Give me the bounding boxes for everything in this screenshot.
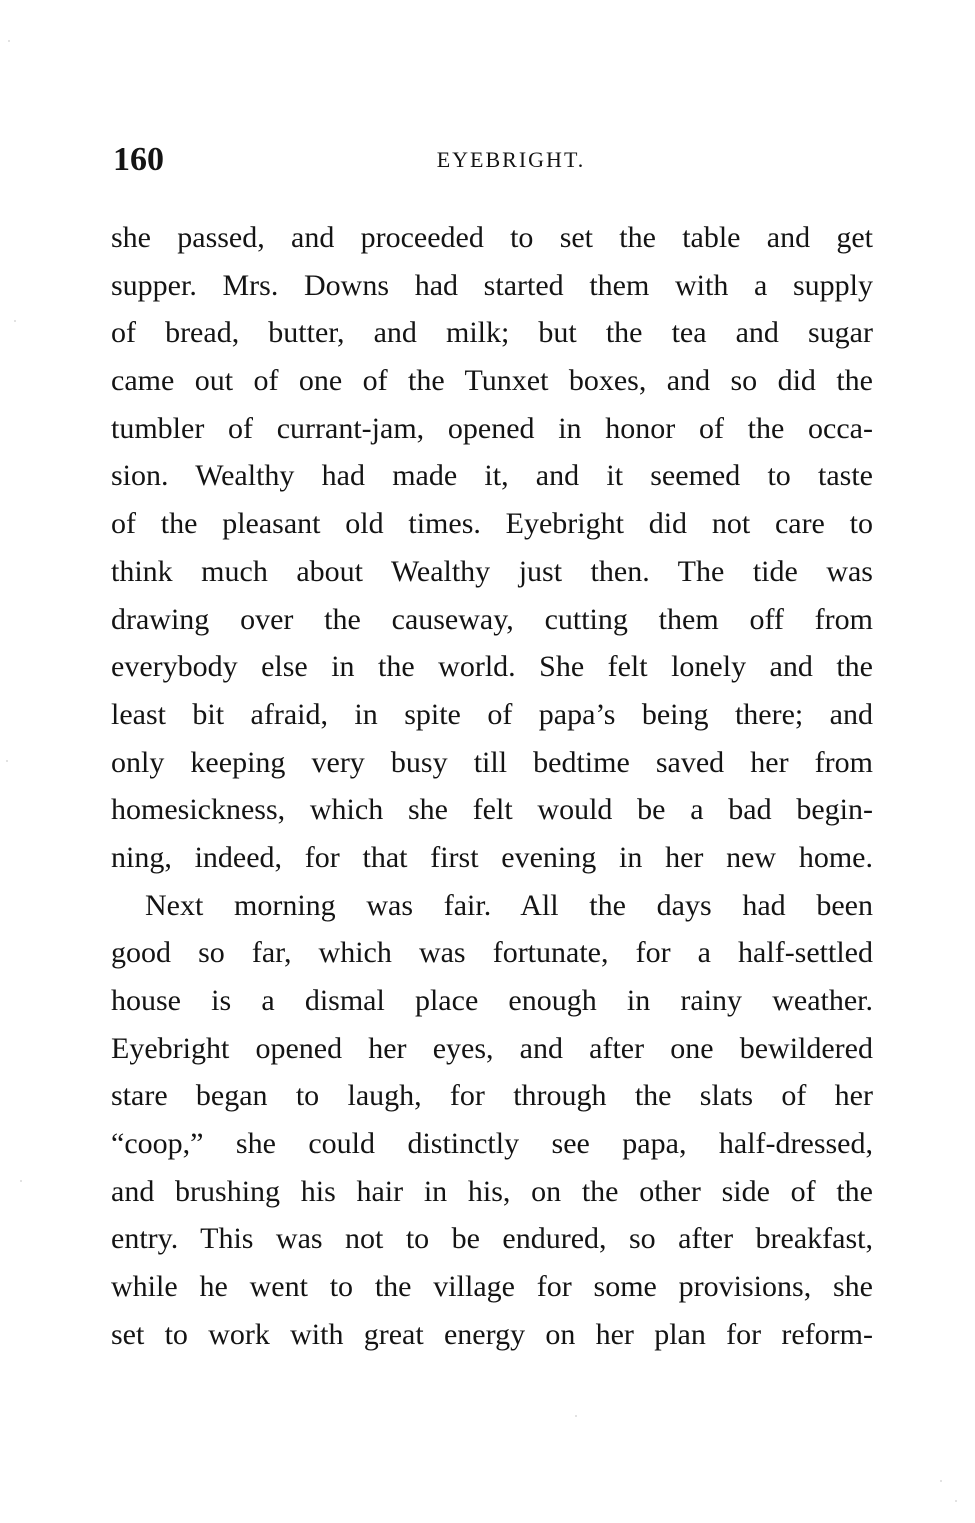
text-line: good so far, which was fortunate, for a half-settled: [111, 936, 873, 970]
text-line: set to work with great energy on her plan for reform-: [111, 1317, 873, 1351]
scan-speckle: [8, 40, 10, 42]
text-line: everybody else in the world. She felt lonely and the: [111, 650, 873, 684]
text-line: while he went to the village for some provisions, she: [111, 1270, 873, 1304]
running-title: EYEBRIGHT.: [436, 147, 586, 172]
page-header: [113, 138, 873, 182]
text-line: Eyebright opened her eyes, and after one bewildered: [111, 1031, 873, 1065]
text-line: of bread, butter, and milk; but the tea and sugar: [111, 316, 873, 350]
text-line: supper. Mrs. Downs had started them with a supply: [111, 268, 873, 302]
scan-speckle: [20, 1180, 22, 1182]
scan-speckle: [575, 1415, 577, 1417]
text-line: tumbler of currant-jam, opened in honor of the occa-: [111, 411, 873, 445]
scan-speckle: [6, 760, 8, 762]
scan-speckle: [14, 320, 16, 322]
text-line: came out of one of the Tunxet boxes, and so did the: [111, 364, 873, 398]
text-line: of the pleasant old times. Eyebright did not care to: [111, 507, 873, 541]
text-line: ning, indeed, for that first evening in her new home.: [111, 840, 873, 874]
text-line: house is a dismal place enough in rainy weather.: [111, 984, 873, 1017]
text-line: she passed, and proceeded to set the table and get: [111, 221, 873, 254]
scan-speckle: [955, 1500, 957, 1502]
text-line: entry. This was not to be endured, so after breakfast,: [111, 1222, 873, 1256]
text-line: think much about Wealthy just then. The tide was: [111, 554, 873, 588]
text-line: drawing over the causeway, cutting them off from: [111, 602, 873, 636]
text-line: sion. Wealthy had made it, and it seemed to taste: [111, 459, 873, 493]
page-number: 160: [113, 141, 164, 178]
body-text: [111, 214, 873, 1359]
text-line: only keeping very busy till bedtime saved her from: [111, 745, 873, 779]
text-line: stare began to laugh, for through the slats of her: [111, 1079, 873, 1113]
text-line: and brushing his hair in his, on the other side of the: [111, 1174, 873, 1208]
text-line: least bit afraid, in spite of papa’s being there; and: [111, 697, 873, 731]
paragraph-start-line: Next morning was fair. All the days had been: [145, 888, 873, 922]
text-line: “coop,” she could distinctly see papa, half-dressed,: [111, 1127, 873, 1161]
scan-speckle: [940, 1480, 942, 1482]
text-line: homesickness, which she felt would be a bad begin-: [111, 793, 873, 827]
